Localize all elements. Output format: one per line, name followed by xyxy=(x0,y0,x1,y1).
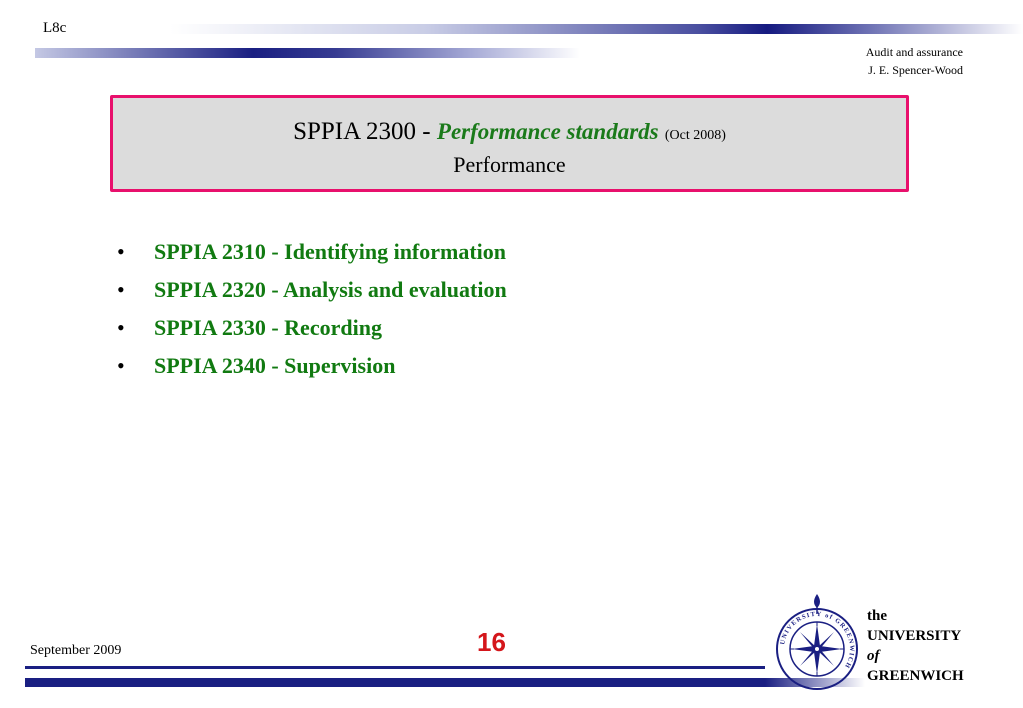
header-meta xyxy=(866,43,963,79)
bottom-decorative-bar xyxy=(25,678,765,687)
list-item xyxy=(117,271,507,309)
list-item-text: SPPIA 2310 - Identifying information xyxy=(154,239,507,264)
top-decorative-bar-right xyxy=(170,24,1023,34)
footer-date: September 2009 xyxy=(30,643,122,658)
bottom-decorative-line xyxy=(25,666,765,669)
title-emphasis: Performance standards xyxy=(436,119,659,144)
list-item-text: SPPIA 2320 - Analysis and evaluation xyxy=(154,277,507,302)
title-date: (Oct 2008) xyxy=(664,128,726,143)
svg-text:UNIVERSITY of GREENWICH: UNIVERSITY of GREENWICH xyxy=(779,610,856,670)
university-name-line1: the xyxy=(867,608,887,624)
list-item xyxy=(117,233,507,271)
bullet-list xyxy=(117,233,507,385)
title-box xyxy=(110,95,909,192)
university-seal-icon xyxy=(774,592,860,692)
slide-code: L8c xyxy=(43,20,67,36)
slide-title xyxy=(113,117,906,151)
university-name-line3: of xyxy=(867,648,880,664)
slide-subtitle: Performance xyxy=(453,152,566,177)
university-name-line2: UNIVERSITY xyxy=(867,628,962,644)
list-item xyxy=(117,309,507,347)
bullet-marker: • xyxy=(117,315,125,340)
list-item-text: SPPIA 2340 - Supervision xyxy=(154,353,396,378)
course-name: Audit and assurance xyxy=(865,45,963,59)
university-name xyxy=(867,606,964,686)
author-name: J. E. Spencer-Wood xyxy=(868,63,963,77)
top-decorative-bar-left xyxy=(35,48,580,58)
bullet-marker: • xyxy=(117,239,125,264)
title-code: SPPIA 2300 - xyxy=(293,118,437,145)
page-number: 16 xyxy=(477,627,506,657)
bullet-marker: • xyxy=(117,277,125,302)
list-item xyxy=(117,347,507,385)
bullet-marker: • xyxy=(117,353,125,378)
list-item-text: SPPIA 2330 - Recording xyxy=(154,315,382,340)
university-name-line4: GREENWICH xyxy=(867,668,964,684)
